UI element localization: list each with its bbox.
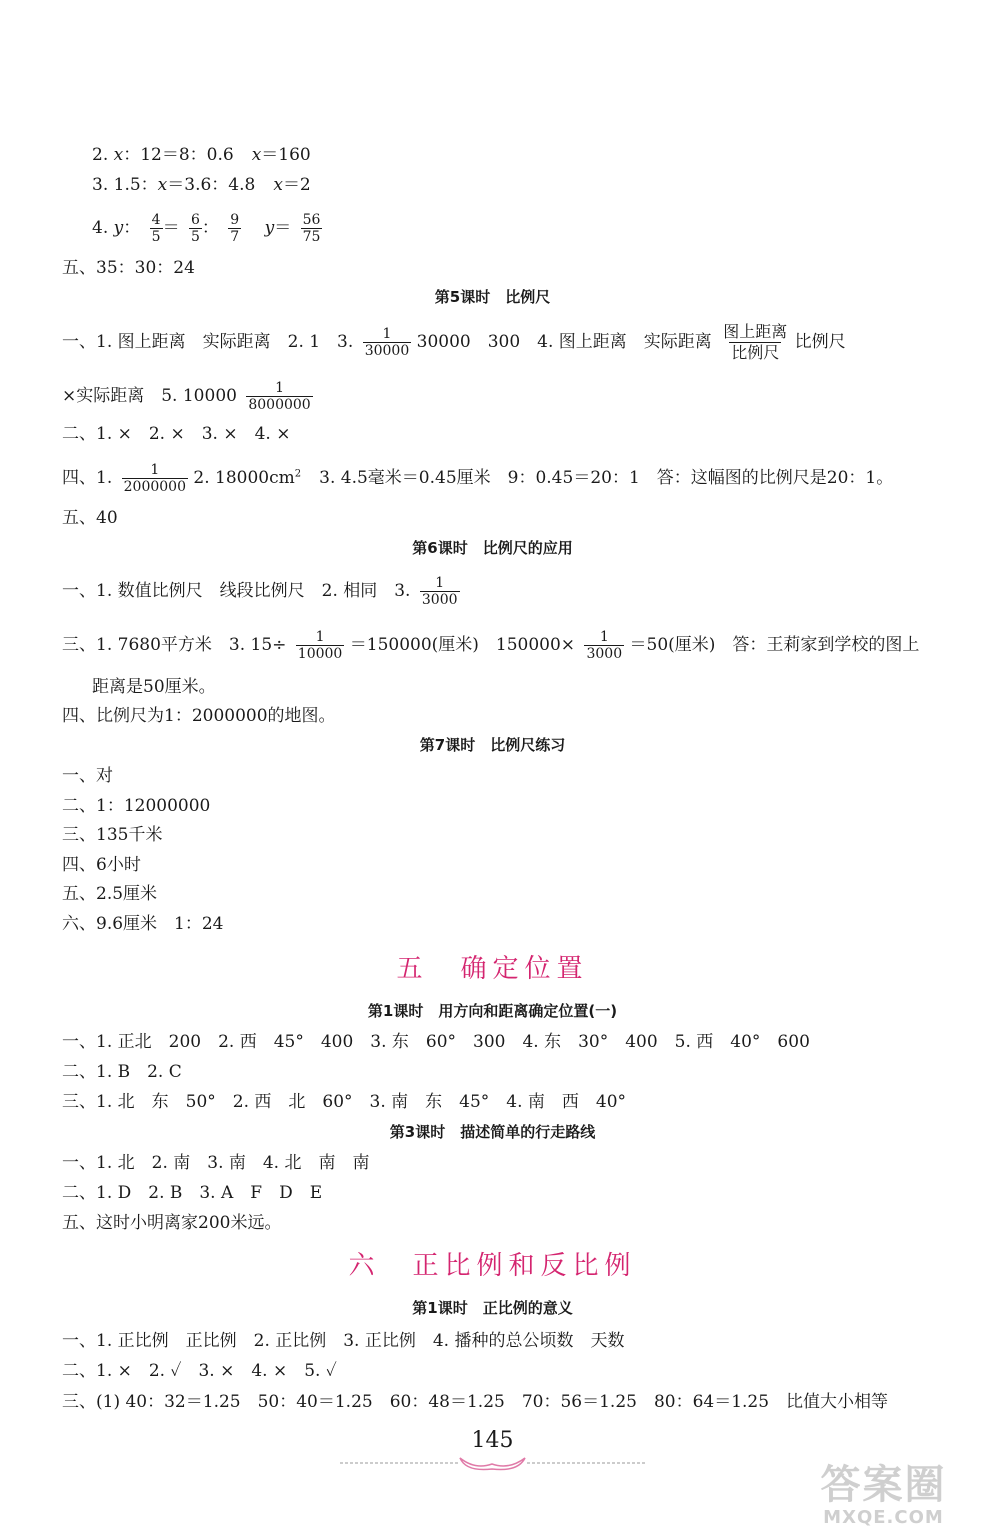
answer-line: 距离是50厘米。 (92, 677, 216, 697)
answer-line: ×实际距离 5. 10000 $\frac{1}{8000000}$ (62, 380, 311, 413)
answer-line: 3. 1.5：x＝3.6：4.8 x＝2 (92, 175, 311, 195)
fraction: $\frac{9}{7}$ (230, 212, 240, 245)
answer-line: 六、9.6厘米 1：24 (62, 914, 224, 934)
fraction: $\frac{1}{30000}$ (364, 326, 410, 359)
answer-line: 二、1. × 2. × 3. × 4. × (62, 424, 291, 444)
answer-line: 四、6小时 (62, 855, 141, 875)
answer-line: 五、这时小明离家200米远。 (62, 1213, 282, 1233)
watermark-main: 答案圈 (820, 1462, 947, 1508)
answer-line: 2. x：12＝8：0.6 x＝160 (92, 145, 311, 165)
answer-line: 一、对 (62, 766, 113, 786)
answer-line: 4. y： $\frac{4}{5}$ ＝ $\frac{6}{5}$ ： $\frac{9}{7}$ y＝ $\frac{56}{75}$ (92, 212, 321, 245)
watermark-logo (796, 1463, 971, 1528)
fraction: $\frac{1}{2000000}$ (123, 462, 186, 495)
answer-line: 二、1：12000000 (62, 796, 211, 816)
answer-line: 二、1. D 2. B 3. A F D E (62, 1183, 323, 1203)
answer-line: 二、1. × 2. ✓ 3. × 4. × 5. ✓ (62, 1361, 337, 1381)
fraction: $\frac{56}{75}$ (302, 212, 321, 245)
fraction: $\frac{4}{5}$ (151, 212, 161, 245)
answer-line: 三、1. 北 东 50° 2. 西 北 60° 3. 南 东 45° 4. 南 西 40° (62, 1092, 627, 1112)
answer-line: 一、1. 图上距离 实际距离 2. 1 3. $\frac{1}{30000}$ 30000 300 4. 图上距离 实际距离 $\frac{\text{图上距离}}{\text{比例尺}}$ 比例尺 (62, 322, 846, 362)
fraction: $\frac{1}{8000000}$ (248, 380, 311, 413)
answer-line: 五、40 (62, 508, 118, 528)
answer-line: 三、135千米 (62, 825, 163, 845)
lesson-heading: 第5课时 比例尺 (434, 288, 551, 306)
fraction: $\frac{6}{5}$ (190, 212, 200, 245)
answer-line: 五、2.5厘米 (62, 884, 158, 904)
fraction: $\frac{\text{图上距离}}{\text{比例尺}}$ (723, 322, 788, 362)
answer-line: 一、1. 数值比例尺 线段比例尺 2. 相同 3. $\frac{1}{3000}$ (62, 575, 458, 608)
lesson-heading: 第6课时 比例尺的应用 (412, 539, 573, 557)
answer-line: 三、(1) 40：32＝1.25 50：40＝1.25 60：48＝1.25 70：56＝1.25 80：64＝1.25 比值大小相等 (62, 1392, 889, 1412)
answer-line: 五、35：30：24 (62, 258, 195, 278)
lesson-heading: 第1课时 用方向和距离确定位置(一) (367, 1002, 618, 1020)
fraction: $\frac{1}{3000}$ (586, 629, 623, 662)
fraction: $\frac{1}{3000}$ (421, 575, 458, 608)
answer-line: 二、1. B 2. C (62, 1062, 182, 1082)
answer-line: 四、1. $\frac{1}{2000000}$ 2. $18000cm^2$ 3. 4.5毫米＝0.45厘米 9：0.45＝20：1 答：这幅图的比例尺是20：1。 (62, 462, 894, 495)
answer-line: 一、1. 北 2. 南 3. 南 4. 北 南 南 (62, 1153, 370, 1173)
unit-title: 五 确定位置 (396, 954, 589, 984)
answer-line: 四、比例尺为1：2000000的地图。 (62, 706, 336, 726)
fraction: $\frac{1}{10000}$ (297, 629, 343, 662)
page-number: 145 (471, 1428, 514, 1453)
unit-title: 六 正比例和反比例 (348, 1251, 637, 1281)
answer-line: 三、1. 7680平方米 3. 15÷ $\frac{1}{10000}$ ＝150000(厘米) 150000× $\frac{1}{3000}$ ＝50(厘米) 答：王莉家到学校的图上 (62, 629, 920, 662)
answer-line: 一、1. 正比例 正比例 2. 正比例 3. 正比例 4. 播种的总公顷数 天数 (62, 1331, 625, 1351)
lesson-heading: 第7课时 比例尺练习 (419, 736, 566, 754)
lesson-heading: 第1课时 正比例的意义 (412, 1299, 573, 1317)
lesson-heading: 第3课时 描述简单的行走路线 (389, 1123, 596, 1141)
footer-ornament (340, 1452, 645, 1474)
answer-line: 一、1. 正北 200 2. 西 45° 400 3. 东 60° 300 4. 东 30° 400 5. 西 40° 600 (62, 1032, 810, 1052)
watermark-site: MXQE.COM (823, 1507, 944, 1528)
